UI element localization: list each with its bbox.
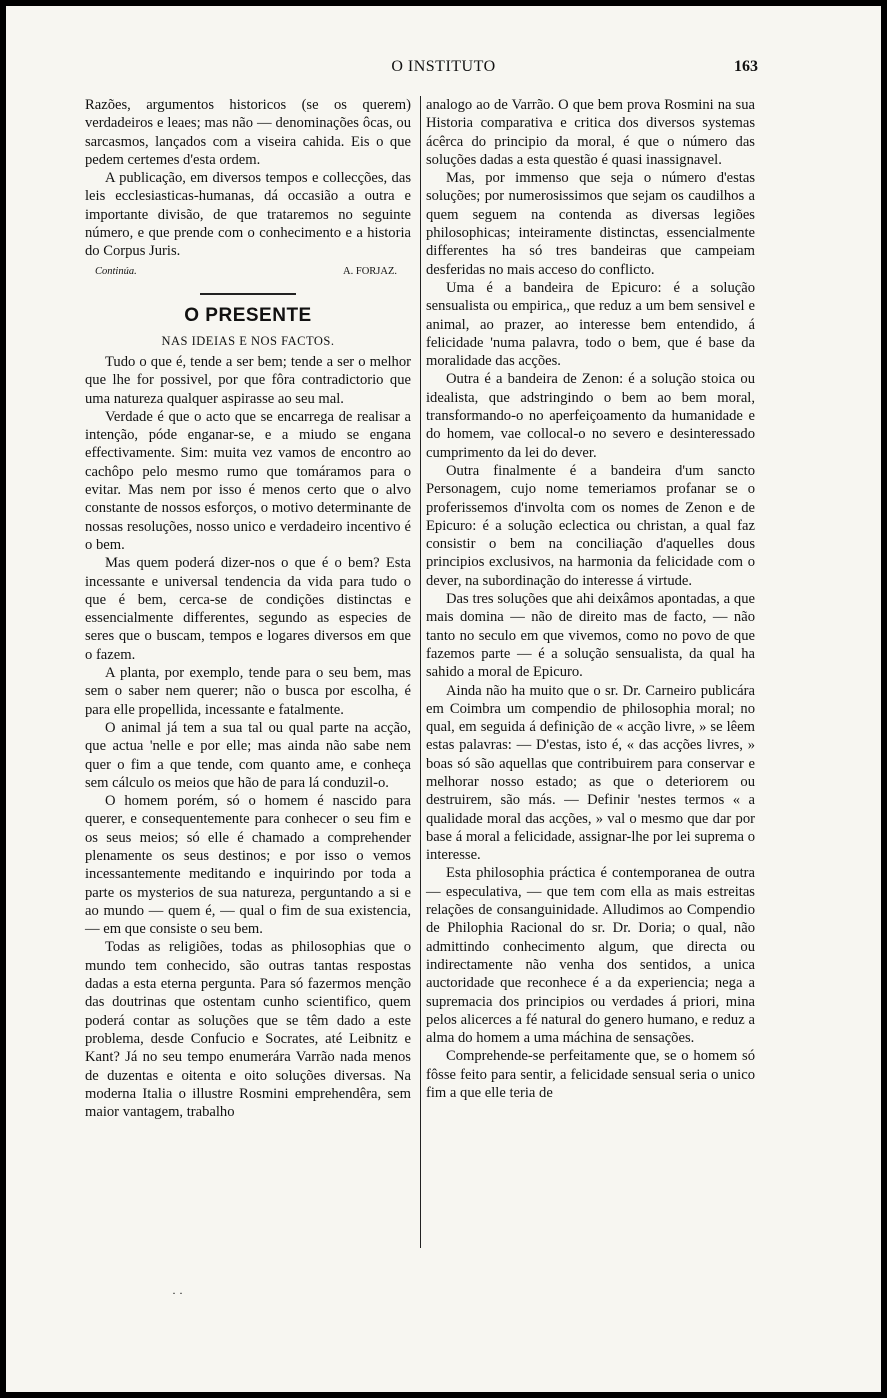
- continua-note: Continúa.: [95, 265, 137, 277]
- paragraph: Verdade é que o acto que se encarrega de realisar a intenção, póde enganar-se, e a miudo se engana effectivamente. Sim: muita vez vamos de encontro ao cachôpo pelo mesmo rumo que tomáramos para o evitar. Mas nem por isso é menos certo que o alvo constante de nossos esforços, o motivo determinante de nossas resoluções, nosso unico e verdadeiro incentivo é o bem.: [85, 408, 411, 553]
- paragraph: O homem porém, só o homem é nascido para querer, e consequentemente para conhecer o seu fim e os seus meios; só elle é chamado a comprehender plenamente os seus destinos; e por isso o vemos incessantemente meditando e inquirindo por toda a parte os mysterios de sua natureza, perguntando a si e ao mundo — quem é, — qual o fim de sua existencia, — em que consiste o seu bem.: [85, 793, 411, 938]
- paragraph: Das tres soluções que ahi deixâmos apontadas, a que mais domina — não de direito mas de facto, — não tanto no seculo em que vivemos, como no povo de que fazemos parte — é a solução sensualista, da qual ha sahido a moral de Epicuro.: [426, 591, 755, 681]
- paragraph: Comprehende-se perfeitamente que, se o homem só fôsse feito para sentir, a felicidade sensual seria o unico fim a que elle teria de: [426, 1048, 755, 1102]
- print-mark: · ·: [172, 1286, 183, 1300]
- column-divider: [420, 96, 421, 1248]
- paragraph: Mas, por immenso que seja o número d'estas soluções; por numerosissimos que sejam os caudilhos a quem seguem na contenda as diversas legiões philosophicas; inteiramente distinctas, essencialmente differentes ha só tres bandeiras que campeiam desferidas no mais acceso do conflicto.: [426, 170, 755, 278]
- paragraph: Tudo o que é, tende a ser bem; tende a ser o melhor que lhe for possivel, por que fôra contradictorio que uma natureza qualquer aspirasse ao seu mal.: [85, 353, 411, 407]
- right-column: [426, 96, 755, 1102]
- left-column: [85, 96, 411, 1121]
- paragraph: Razões, argumentos historicos (se os querem) verdadeiros e leaes; mas não — denominações ôcas, ou sarcasmos, lançados com a viseira cahida. Eis o que pedem certemes d'esta ordem.: [85, 97, 411, 168]
- author-signature: A. FORJAZ.: [343, 265, 397, 277]
- paragraph: A publicação, em diversos tempos e collecções, das leis ecclesiasticas-humanas, dá occasião a outra e importante divisão, de que trataremos no seguinte número, e que prende com o conhecimento e a historia do Corpus Juris.: [85, 170, 411, 260]
- signature-line: [85, 261, 411, 281]
- running-title: O INSTITUTO: [391, 58, 496, 75]
- paragraph: Ainda não ha muito que o sr. Dr. Carneiro publicára em Coimbra um compendio de philosophia moral; no qual, em seguida á definição de « acção livre, » se lêem estas palavras: — D'estas, isto é, « das acções livres, » boas só são aquellas que contribuirem para conservar e melhorar nosso estado; as que o deteriorem ou destruirem, são más. — Definir 'nestes termos « a qualidade moral das acções, » val o mesmo que dar por base á moral a felicidade, assignar-lhe por lei suprema o interesse.: [426, 682, 755, 864]
- paragraph: O animal já tem a sua tal ou qual parte na acção, que actua 'nelle e por elle; mas ainda não sabe nem quer o fim a que tende, com quanto ame, e conheça sem cálculo os meios que hão de para lá conduzil-o.: [85, 719, 411, 791]
- paragraph: Esta philosophia práctica é contemporanea de outra — especulativa, — que tem com ella as mais estreitas relações de consanguinidade. Alludimos ao Compendio de Philophia Racional do sr. Dr. Doria; o qual, não admittindo conhecimento algum, que directa ou indirectamente não venha dos sentidos, a unica auctoridade que reconhece é a da experiencia; nega a supremacia dos principios ou verdades á priori, mina pelos alicerces a fé natural do genero humano, e reduz a alma do homem a uma máchina de sensações.: [426, 865, 755, 1047]
- paragraph: Outra é a bandeira de Zenon: é a solução stoica ou idealista, que adstringindo o bem ao bem moral, transformando-o no aperfeiçoamento da humanidade e do homem, vae collocal-o no severo e desinteressado cumprimento da lei do dever.: [426, 371, 755, 461]
- page-number: 163: [734, 58, 758, 75]
- paragraph: A planta, por exemplo, tende para o seu bem, mas sem o saber nem querer; não o busca por escolha, é para elle propellida, incessante e fatalmente.: [85, 665, 411, 718]
- paragraph: Outra finalmente é a bandeira d'um sancto Personagem, cujo nome temeriamos profanar se o proferissemos d'involta com os nomes de Zenon e de Epicuro: é a solução eclectica ou christan, a qual faz consistir o bem na conciliação d'aquelles dous principios exclusivos, na harmonia da felicidade com o dever, na subordinação do interesse á virtude.: [426, 462, 755, 589]
- page: [6, 6, 881, 1392]
- paragraph: Uma é a bandeira de Epicuro: é a solução sensualista ou empirica,, que reduz a um bem sensivel e animal, ao prazer, ao interesse bem entendido, á felicidade 'numa palavra, todo o bem, que é base da moralidade das acções.: [426, 279, 755, 370]
- section-title: O PRESENTE: [184, 304, 312, 326]
- section-subtitle: NAS IDEIAS E NOS FACTOS.: [161, 333, 335, 348]
- paragraph: Mas quem poderá dizer-nos o que é o bem? Esta incessante e universal tendencia da vida para tudo o que é bem, cerca-se de condições distinctas e essencialmente differentes, segundo as especies de seres que o buscam, tempos e logares diversos em que o fazem.: [85, 555, 411, 663]
- paragraph: analogo ao de Varrão. O que bem prova Rosmini na sua Historia comparativa e critica dos diversos systemas ácêrca do principio da moral, é que o número das soluções dadas a esta questão é quasi inassignavel.: [426, 97, 755, 168]
- paragraph: Todas as religiões, todas as philosophias que o mundo tem conhecido, são outras tantas respostas dadas a esta eterna pergunta. Para só fazermos menção das doutrinas que ostentam cunho scientifico, quem poderá contar as soluções que se têm dado a este problema, desde Confucio e Socrates, até Leibnitz e Kant? Já no seu tempo enumerára Varrão nada menos de duzentas e oitenta e oito soluções diversas. Na moderna Italia o illustre Rosmini emprehendêra, sem maior vantagem, trabalho: [85, 939, 411, 1121]
- section-rule: [200, 293, 296, 295]
